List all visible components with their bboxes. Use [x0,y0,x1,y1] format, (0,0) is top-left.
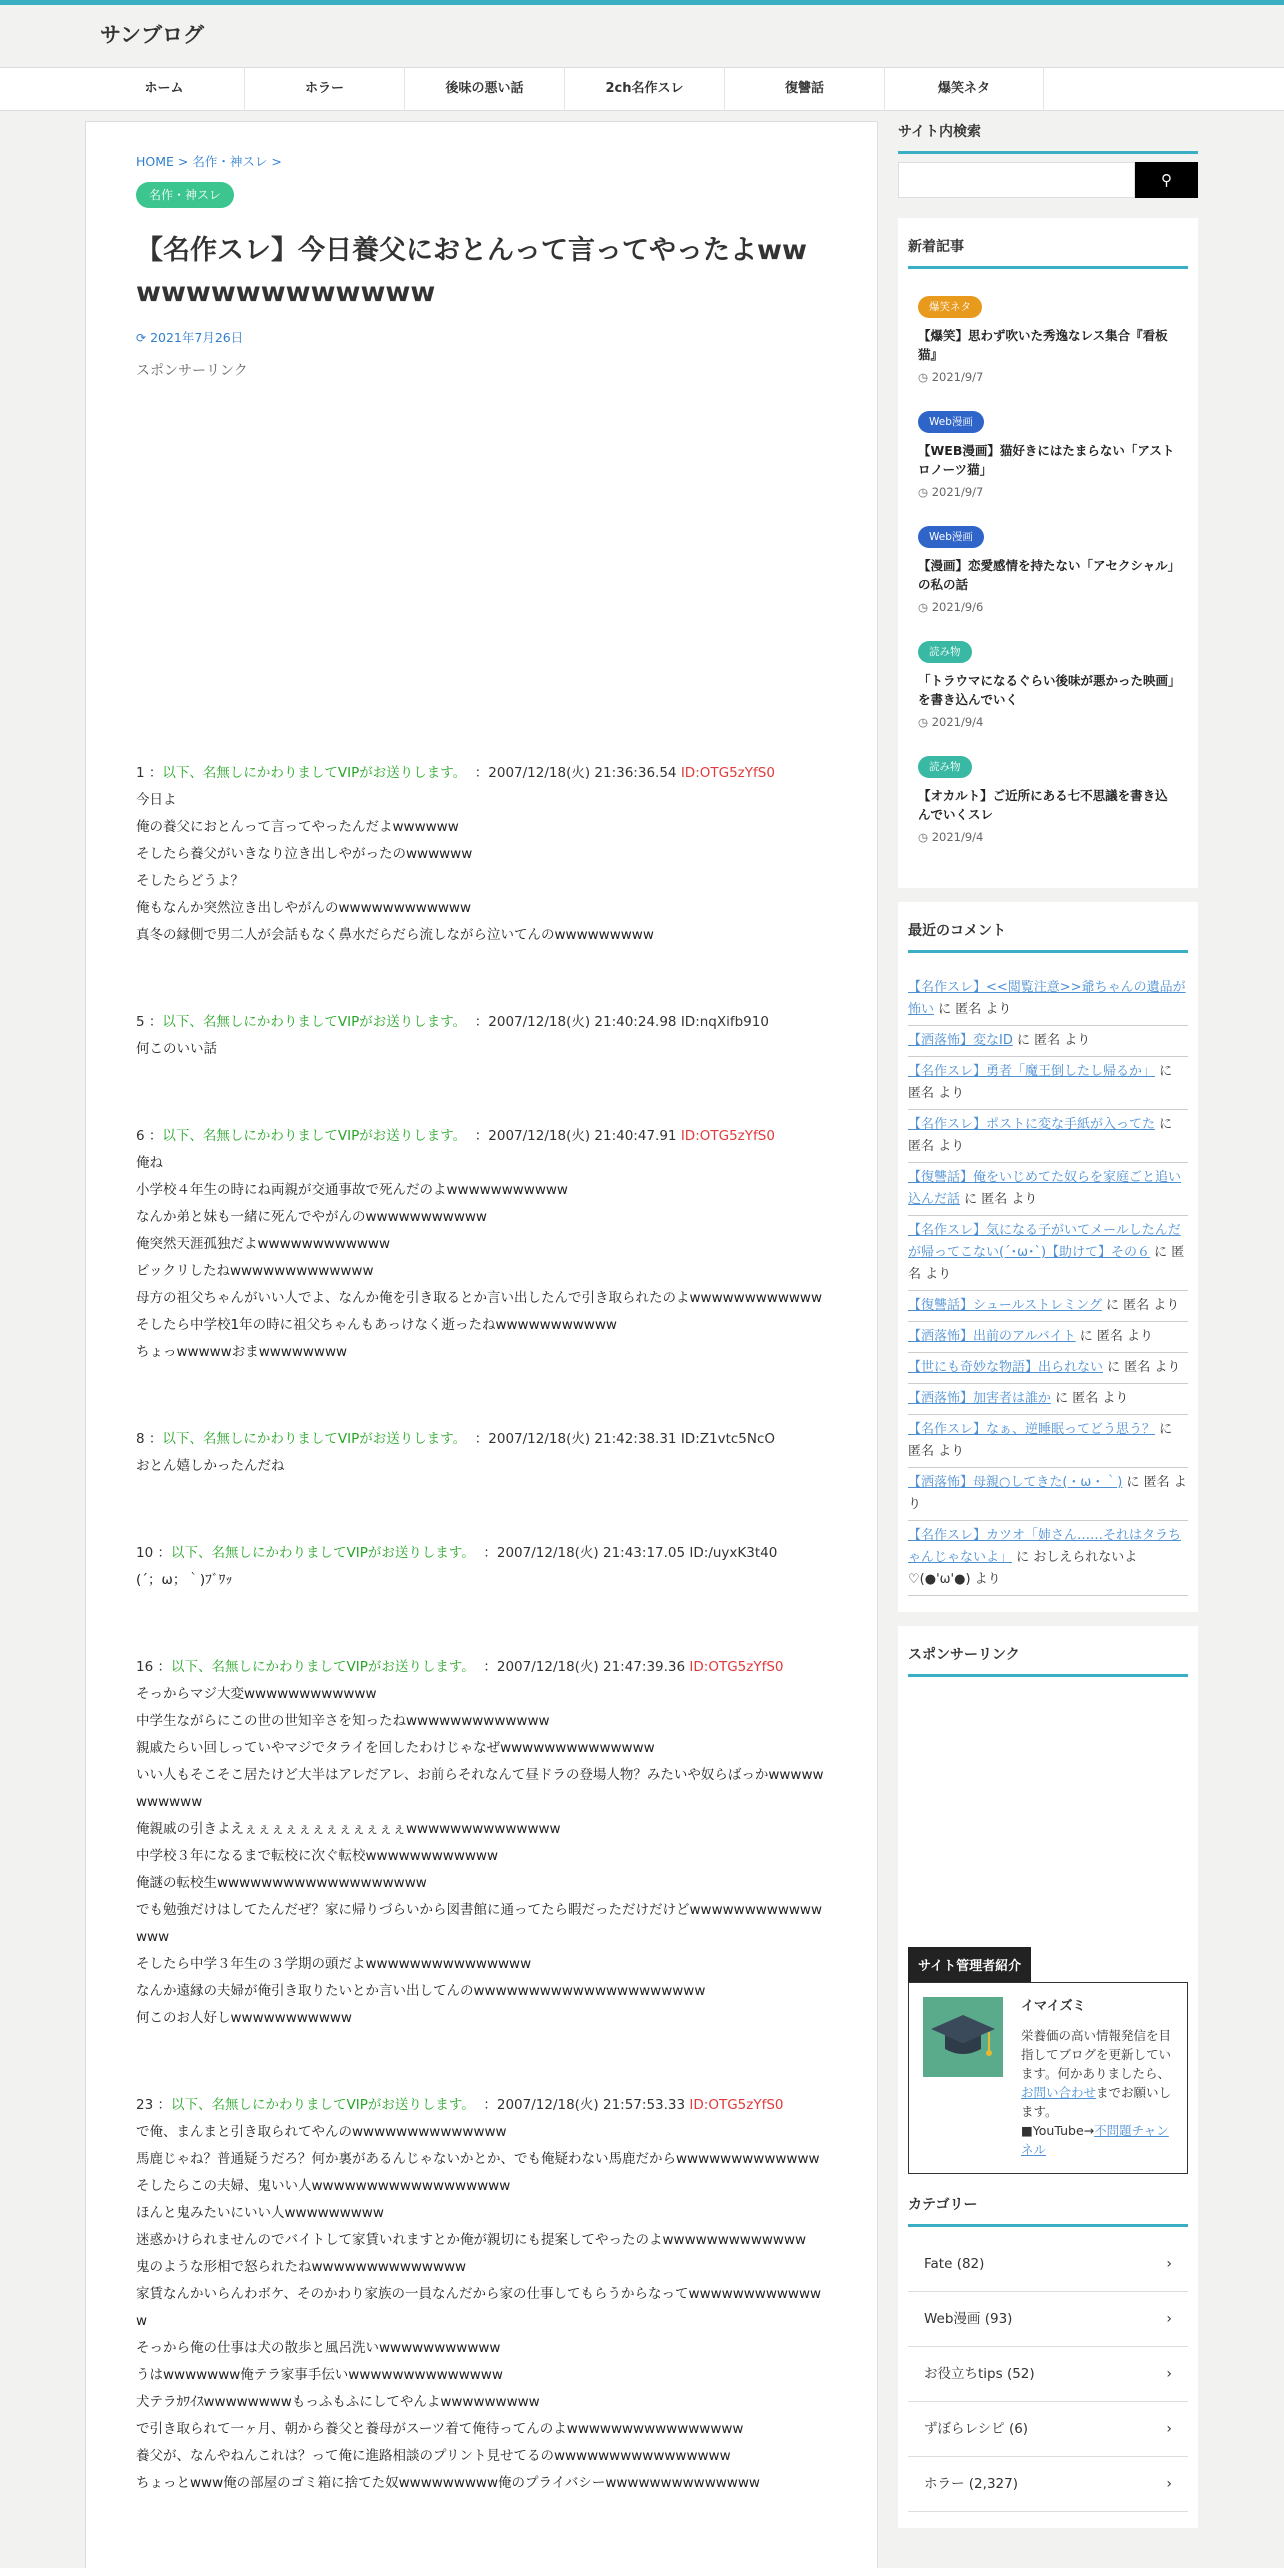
global-nav [0,67,1284,111]
recent-comments-list [908,973,1188,1596]
new-post-date-text: 2021/9/6 [931,600,984,614]
chevron-right-icon: › [1166,2311,1172,2327]
clock-icon: ◷ [918,370,932,384]
new-post-category-badge[interactable]: Web漫画 [918,411,984,433]
response-id: ID:/uyxK3t40 [689,1545,778,1561]
recent-comment-item [908,1384,1188,1415]
response-header [136,760,829,787]
post-date [136,328,829,346]
response-id: ID:OTG5zYfS0 [680,1128,775,1144]
response-line: 馬鹿じゃね？普通疑うだろ？何か裏があるんじゃないかとか、でも俺疑わない馬鹿だからwwwwwwwwwwwww [136,2151,820,2167]
youtube-prefix: ■YouTube→ [1021,2123,1095,2138]
new-post-category-badge[interactable]: 読み物 [918,641,972,663]
response-body [136,1453,829,1480]
response-line: で引き取られて一ヶ月、朝から養父と養母がスーツ着て俺待ってんのよwwwwwwwwwwwwwwww [136,2421,744,2437]
response-header [136,1654,829,1681]
response-item [136,1654,829,2032]
response-id: ID:OTG5zYfS0 [680,765,775,781]
breadcrumb [136,152,829,170]
response-line: ちょっwwwwwおまwwwwwwww [136,1344,348,1360]
response-item [136,1123,829,1366]
new-post-date-text: 2021/9/4 [931,715,984,729]
response-item [136,1009,829,1063]
recent-comment-author: に 匿名 より [908,1117,1173,1154]
search-icon: ⚲ [1161,172,1172,189]
response-line: 母方の祖父ちゃんがいい人でよ、なんか俺を引き取るとか言い出したんで引き取られたのよwwwwwwwwwwww [136,1290,822,1306]
response-header [136,2092,829,2119]
new-post-item[interactable] [908,525,1188,614]
recent-comment-item [908,1216,1188,1291]
category-label: Web漫画 (93) [924,2311,1013,2327]
new-post-item[interactable] [908,755,1188,844]
nav-item-funny[interactable]: 爆笑ネタ [884,68,1044,110]
admin-heading: サイト管理者紹介 [908,1947,1031,1982]
new-post-date [918,485,1188,499]
chevron-right-icon: › [1166,2476,1172,2492]
category-label: お役立ちtips (52) [924,2366,1035,2382]
chevron-right-icon: › [1166,2256,1172,2272]
breadcrumb-home[interactable]: HOME [136,154,174,169]
search-form [898,162,1198,198]
response-author: 以下、名無しにかわりましてVIPがお送りします。 [170,1659,475,1675]
new-posts-list [908,295,1188,844]
clock-icon: ◷ [918,600,932,614]
response-header [136,1009,829,1036]
response-line: 俺ね [136,1155,163,1171]
response-number: 6 ： [136,1128,163,1144]
response-line: 中学生ながらにこの世の世知辛さを知ったねwwwwwwwwwwwww [136,1713,550,1729]
sidebar-ad-slot [908,1677,1188,1947]
recent-comment-author: に 匿名 より [1101,1298,1180,1313]
response-body [136,1036,829,1063]
response-date: ：2007/12/18(火) 21:47:39.36 [483,1659,686,1675]
response-line: うはwwwwwww俺テラ家事手伝いwwwwwwwwwwwwww [136,2367,503,2383]
response-line: そしたら中学校1年の時に祖父ちゃんもあっけなく逝ったねwwwwwwwwwww [136,1317,617,1333]
new-post-title[interactable]: 【WEB漫画】猫好きにはたまらない「アストロノーツ猫」 [918,443,1175,477]
response-line: ビックリしたねwwwwwwwwwwwww [136,1263,374,1279]
new-post-category-badge[interactable]: 読み物 [918,756,972,778]
response-body [136,1681,829,2032]
main-content [85,121,878,2568]
post-title: 【名作スレ】今日養父におとんって言ってやったよwwwwwwwwwwwwww [136,235,807,308]
response-line: そしたらどうよ？ [136,873,244,889]
admin-name: イマイズミ [1021,1999,1086,2014]
new-post-category-badge[interactable]: 爆笑ネタ [918,296,982,318]
response-list [136,760,829,2497]
new-posts-heading: 新着記事 [908,236,1188,269]
response-line: そしたら中学３年生の３学期の頭だよwwwwwwwwwwwwwww [136,1956,532,1972]
new-post-date [918,370,1188,384]
nav-item-2ch[interactable]: 2ch名作スレ [564,68,724,110]
new-post-date [918,600,1188,614]
new-post-item[interactable] [908,410,1188,499]
response-body [136,787,829,949]
recent-comment-author: に おしえられないよ♡(●'ω'●) より [908,1550,1138,1587]
clock-icon: ◷ [918,830,932,844]
recent-comment-item [908,1353,1188,1384]
recent-comment-author: に 匿名 より [1051,1391,1129,1406]
breadcrumb-separator: > [271,154,282,169]
search-input[interactable] [898,162,1135,198]
response-line: 俺もなんか突然泣き出しやがんのwwwwwwwwwwww [136,900,471,916]
response-author: 以下、名無しにかわりましてVIPがお送りします。 [170,1545,475,1561]
site-header [0,5,1284,67]
recent-comments-heading: 最近のコメント [908,920,1188,953]
recent-comment-link[interactable]: 【名作スレ】勇者「魔王倒したし帰るか」 [908,1064,1156,1079]
response-line: いい人もそこそこ居たけど大半はアレだアレ、お前らそれなんて昼ドラの登場人物？みたいや奴らばっかwwwwwwwwwww [136,1767,824,1810]
response-item [136,1540,829,1594]
response-line: そっから俺の仕事は犬の散歩と風呂洗いwwwwwwwwwww [136,2340,501,2356]
recent-comment-link[interactable]: 【名作スレ】カツオ「姉さん……それはタラちゃんじゃないよ」 [908,1528,1182,1565]
breadcrumb-separator: > [177,154,189,169]
recent-comment-author: に 匿名 より [908,1422,1173,1459]
recent-comment-author: に 匿名 より [1075,1329,1153,1344]
recent-comment-item [908,1026,1188,1057]
admin-profile [908,1982,1188,2174]
response-number: 16 ： [136,1659,171,1675]
response-date: ：2007/12/18(火) 21:40:24.98 [474,1014,677,1030]
youtube-link[interactable]: 不問題チャンネル [1021,2123,1169,2157]
recent-comment-link[interactable]: 【世にも奇妙な物語】出られない [908,1360,1104,1375]
graduation-cap-icon [923,1997,1003,2077]
response-line: でも勉強だけはしてたんだぜ？家に帰りづらいから図書館に通ってたら暇だっただけだけどwwwwwwwwwwwwwww [136,1902,822,1945]
category-heading: カテゴリー [908,2194,1188,2227]
recent-comments-widget [898,902,1198,1612]
response-line: なんか遠縁の夫婦が俺引き取りたいとか言い出してんのwwwwwwwwwwwwwwwwwwwww [136,1983,706,1999]
recent-comment-item [908,1110,1188,1163]
chevron-right-icon: › [1166,2421,1172,2437]
new-post-item[interactable] [908,640,1188,729]
response-number: 1 ： [136,765,163,781]
response-header [136,1426,829,1453]
chevron-right-icon: › [1166,2366,1172,2382]
category-list [908,2237,1188,2512]
recent-comment-item [908,1468,1188,1521]
site-title[interactable]: サンブログ [100,23,204,47]
new-post-title[interactable]: 【漫画】恋愛感情を持たない「アセクシャル」の私の話 [918,558,1174,592]
sponsor-label: スポンサーリンク [136,363,248,379]
clock-icon: ◷ [918,715,932,729]
search-button[interactable] [1135,162,1198,198]
response-number: 10 ： [136,1545,171,1561]
response-line: なんか弟と妹も一緒に死んでやがんのwwwwwwwwwww [136,1209,487,1225]
response-line: 真冬の縁側で男二人が会話もなく鼻水だらだら流しながら泣いてんのwwwwwwwww [136,927,654,943]
recent-comment-author: に 匿名 より [934,1002,1012,1017]
recent-comment-item [908,1291,1188,1322]
new-post-date [918,830,1188,844]
nav-item-bad-aftertaste[interactable]: 後味の悪い話 [404,68,564,110]
avatar [923,1997,1003,2077]
sponsor-heading: スポンサーリンク [908,1644,1188,1677]
response-line: 中学校３年になるまで転校に次ぐ転校wwwwwwwwwwww [136,1848,498,1864]
recent-comment-author: に 匿名 より [908,1475,1187,1512]
response-line: 小学校４年生の時にね両親が交通事故で死んだのよwwwwwwwwwww [136,1182,568,1198]
recent-comment-item [908,973,1188,1026]
response-line: 俺の養父におとんって言ってやったんだよwwwwww [136,819,459,835]
recent-comment-link[interactable]: 【名作スレ】<<閲覧注意>>爺ちゃんの遺品が怖い [908,980,1186,1017]
response-id: ID:OTG5zYfS0 [689,1659,784,1675]
new-post-item[interactable] [908,295,1188,384]
admin-bio-text-2: までお願いします。 [1021,2085,1172,2119]
response-line: 何このいい話 [136,1041,217,1057]
response-line: 家賃なんかいらんわボケ、そのかわり家族の一員なんだから家の仕事してもらうからなってwwwwwwwwwwwww [136,2286,822,2329]
recent-comment-author: に 匿名 より [1103,1360,1181,1375]
response-line: 養父が、なんやねんこれは？って俺に進路相談のプリント見せてるのwwwwwwwwwwwwwwww [136,2448,731,2464]
response-body [136,1567,829,1594]
new-post-date [918,715,1188,729]
response-header [136,1540,829,1567]
response-line: で俺、まんまと引き取られてやんのwwwwwwwwwwwwww [136,2124,507,2140]
response-line: 親戚たらい回しっていやマジでタライを回したわけじゃなぜwwwwwwwwwwwwww [136,1740,655,1756]
contact-link[interactable]: お問い合わせ [1021,2085,1097,2100]
recent-comment-item [908,1163,1188,1216]
recent-comment-author: に 匿名 より [908,1064,1173,1101]
response-body [136,1150,829,1366]
response-date: ：2007/12/18(火) 21:43:17.05 [483,1545,686,1561]
category-item[interactable] [908,2402,1188,2457]
response-item [136,2092,829,2497]
recent-comment-link[interactable]: 【洒落怖】出前のアルバイト [908,1329,1076,1344]
response-date: ：2007/12/18(火) 21:42:38.31 [474,1431,677,1447]
response-line: (´；ω；｀)ﾌﾞﾜｯ [136,1572,233,1588]
nav-item-horror[interactable]: ホラー [244,68,404,110]
response-line: ちょっとwww俺の部屋のゴミ箱に捨てた奴wwwwwwwww俺のプライバシーwwwwwwwwwwwwww [136,2475,760,2491]
recent-comment-item [908,1322,1188,1353]
response-author: 以下、名無しにかわりましてVIPがお送りします。 [162,1128,467,1144]
response-date: ：2007/12/18(火) 21:57:53.33 [483,2097,686,2113]
recent-comment-link[interactable]: 【洒落怖】加害者は誰か [908,1391,1052,1406]
recent-comment-link[interactable]: 【洒落怖】変なID [908,1033,1013,1048]
recent-comment-link[interactable]: 【復讐話】シュールストレミング [908,1298,1102,1313]
new-post-date-text: 2021/9/4 [931,830,984,844]
response-line: 鬼のような形相で怒られたねwwwwwwwwwwwwww [136,2259,467,2275]
clock-icon: ◷ [918,485,932,499]
response-author: 以下、名無しにかわりましてVIPがお送りします。 [162,765,467,781]
sponsor-widget [898,1626,1198,2528]
response-id: ID:Z1vtc5NcO [680,1431,776,1447]
response-id: ID:nqXifb910 [680,1014,769,1030]
response-line: 俺親戚の引きよえぇぇぇぇぇぇぇぇぇぇぇぇwwwwwwwwwwwwww [136,1821,561,1837]
category-item[interactable] [908,2457,1188,2512]
category-label: ずぼらレシピ (6) [924,2421,1029,2437]
response-line: ほんと鬼みたいにいい人wwwwwwwww [136,2205,384,2221]
new-post-date-text: 2021/9/7 [931,485,984,499]
post-category-badge[interactable]: 名作・神スレ [136,182,234,208]
new-post-title[interactable]: 【爆笑】思わず吹いた秀逸なレス集合『看板猫』 [918,328,1168,362]
breadcrumb-category[interactable]: 名作・神スレ [192,154,268,169]
recent-comment-link[interactable]: 【名作スレ】気になる子がいてメールしたんだが帰ってこない(´･ω･`)【助けて】その６ [908,1223,1181,1260]
new-post-date-text: 2021/9/7 [931,370,984,384]
response-line: 今日よ [136,792,177,808]
response-item [136,1426,829,1480]
response-line: そしたら養父がいきなり泣き出しやがったのwwwwww [136,846,473,862]
post-date-text: 2021年7月26日 [150,330,244,345]
response-date: ：2007/12/18(火) 21:40:47.91 [474,1128,677,1144]
nav-item-revenge[interactable]: 復讐話 [724,68,884,110]
response-author: 以下、名無しにかわりましてVIPがお送りします。 [162,1014,467,1030]
category-item[interactable] [908,2347,1188,2402]
sidebar [898,121,1198,2528]
recent-comment-link[interactable]: 【復讐話】俺をいじめてた奴らを家庭ごと追い込んだ話 [908,1170,1182,1207]
recent-comment-author: に 匿名 より [1012,1033,1091,1048]
new-post-title[interactable]: 【オカルト】ご近所にある七不思議を書き込んでいくスレ [918,788,1168,822]
response-number: 23 ： [136,2097,171,2113]
refresh-icon: ⟳ [136,331,147,345]
recent-comment-item [908,1521,1188,1596]
nav-item-home[interactable]: ホーム [144,81,184,96]
recent-comment-link[interactable]: 【名作スレ】なぁ、逆睡眠ってどう思う？ [908,1422,1156,1437]
response-author: 以下、名無しにかわりましてVIPがお送りします。 [170,2097,475,2113]
ad-slot [136,380,829,760]
recent-comment-link[interactable]: 【名作スレ】ポストに変な手紙が入ってた [908,1117,1156,1132]
global-nav-list [84,68,1044,110]
response-line: 俺謎の転校生wwwwwwwwwwwwwwwwwww [136,1875,427,1891]
search-heading: サイト内検索 [898,121,1198,154]
response-author: 以下、名無しにかわりましてVIPがお送りします。 [162,1431,467,1447]
recent-comment-link[interactable]: 【洒落怖】母親○してきた(・ω・｀) [908,1475,1123,1490]
response-number: 5 ： [136,1014,163,1030]
response-number: 8 ： [136,1431,163,1447]
category-item[interactable] [908,2292,1188,2347]
response-body [136,2119,829,2497]
response-date: ：2007/12/18(火) 21:36:36.54 [474,765,677,781]
recent-comment-author: に 匿名 より [960,1192,1038,1207]
response-line: そっからマジ大変wwwwwwwwwwww [136,1686,377,1702]
admin-bio [1021,1997,1177,2159]
response-id: ID:OTG5zYfS0 [689,2097,784,2113]
new-post-title[interactable]: 「トラウマになるぐらい後味が悪かった映画」を書き込んでいく [918,673,1175,707]
response-line: そしたらこの夫婦、鬼いい人wwwwwwwwwwwwwwwwww [136,2178,511,2194]
category-item[interactable] [908,2237,1188,2292]
response-header [136,1123,829,1150]
category-label: Fate (82) [924,2256,985,2272]
response-line: おとん嬉しかったんだね [136,1458,285,1474]
recent-comment-author: に 匿名 より [908,1245,1185,1282]
response-line: 俺突然天涯孤独だよwwwwwwwwwwww [136,1236,390,1252]
category-label: ホラー (2,327) [924,2476,1018,2492]
response-line: 何このお人好しwwwwwwwwwww [136,2010,352,2026]
recent-comment-item [908,1057,1188,1110]
response-line: 迷惑かけられませんのでバイトして家賃いれますとか俺が親切にも提案してやったのよwwwwwwwwwwwww [136,2232,807,2248]
response-item [136,760,829,949]
new-posts-widget [898,218,1198,888]
response-line: 犬テラｶﾜｲｽwwwwwwwwもっふもふにしてやんよwwwwwwwww [136,2394,540,2410]
admin-bio-text: 栄養価の高い情報発信を目指してブログを更新しています。何かありましたら、 [1021,2028,1172,2081]
recent-comment-item [908,1415,1188,1468]
new-post-category-badge[interactable]: Web漫画 [918,526,984,548]
